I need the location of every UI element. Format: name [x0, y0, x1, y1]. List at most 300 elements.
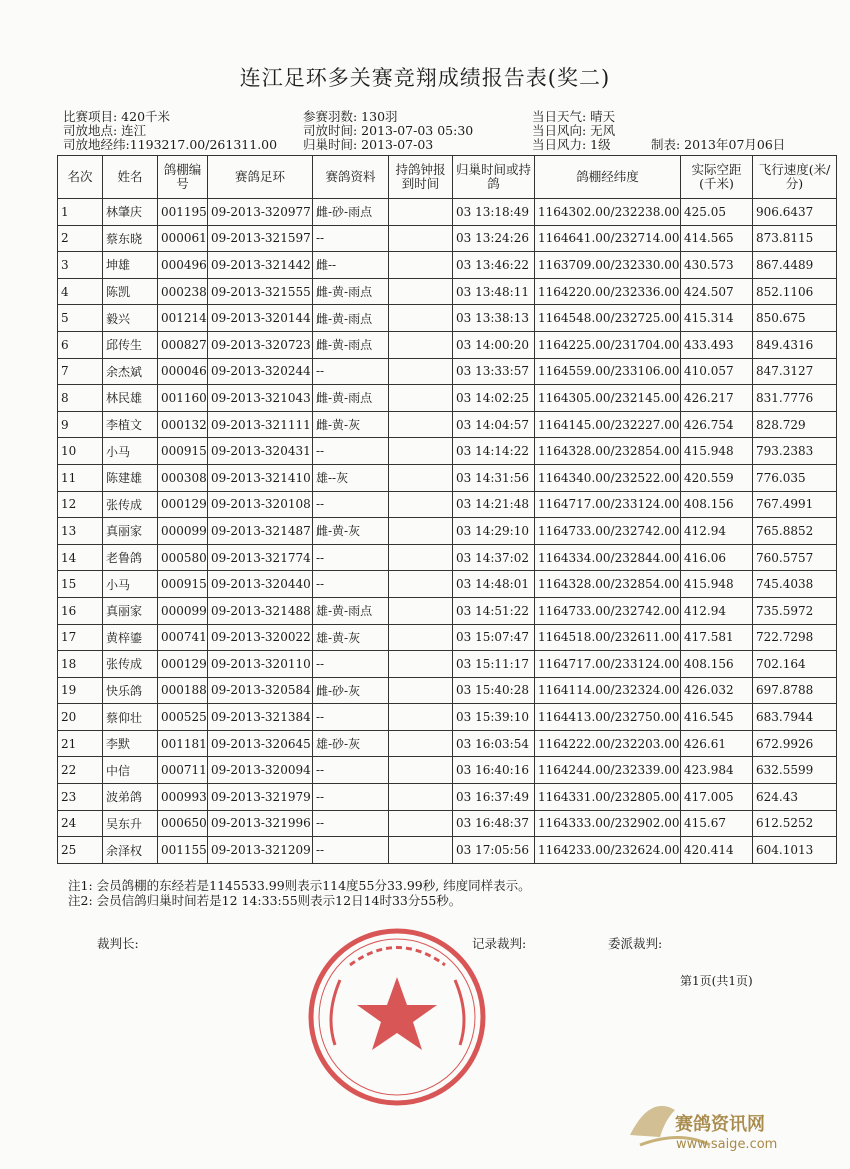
- table-cell: 702.164: [753, 651, 837, 678]
- table-cell: 19: [58, 677, 103, 704]
- table-cell: 850.675: [753, 305, 837, 332]
- table-cell: 420.559: [681, 464, 753, 491]
- table-cell: 873.8115: [753, 225, 837, 252]
- table-cell: 1164413.00/232750.00: [535, 704, 681, 731]
- release-coords: 司放地经纬:1193217.00/261311.00: [63, 137, 278, 152]
- table-cell: [389, 837, 453, 864]
- table-cell: 849.4316: [753, 331, 837, 358]
- table-cell: 1164220.00/232336.00: [535, 278, 681, 305]
- table-cell: 雌-黄-雨点: [313, 278, 389, 305]
- table-cell: 李植文: [103, 411, 158, 438]
- table-cell: 09-2013-320022: [208, 624, 313, 651]
- table-cell: 1: [58, 199, 103, 226]
- delegate-label: 委派裁判:: [608, 936, 663, 951]
- table-cell: 03 15:40:28: [453, 677, 535, 704]
- table-cell: 23: [58, 784, 103, 811]
- wind-direction: 当日风向: 无风: [532, 123, 616, 138]
- table-cell: 24: [58, 810, 103, 837]
- table-cell: 林肇庆: [103, 199, 158, 226]
- table-cell: 433.493: [681, 331, 753, 358]
- table-row: [58, 704, 837, 731]
- table-cell: 415.67: [681, 810, 753, 837]
- note-2: 注2: 会员信鸽归巢时间若是12 14:33:55则表示12日14时33分55秒。: [68, 893, 462, 908]
- table-cell: 760.5757: [753, 544, 837, 571]
- table-cell: 09-2013-321996: [208, 810, 313, 837]
- table-cell: 毅兴: [103, 305, 158, 332]
- table-cell: 000129: [158, 651, 208, 678]
- table-cell: 000046: [158, 358, 208, 385]
- table-cell: 767.4991: [753, 491, 837, 518]
- table-cell: 415.948: [681, 571, 753, 598]
- table-cell: 18: [58, 651, 103, 678]
- table-cell: 001160: [158, 385, 208, 412]
- release-time: 司放时间: 2013-07-03 05:30: [303, 123, 474, 138]
- table-cell: 1164717.00/233124.00: [535, 491, 681, 518]
- table-cell: 415.314: [681, 305, 753, 332]
- table-cell: 1164733.00/232742.00: [535, 518, 681, 545]
- table-cell: 1164114.00/232324.00: [535, 677, 681, 704]
- table-row: [58, 837, 837, 864]
- table-cell: [389, 651, 453, 678]
- table-cell: 414.565: [681, 225, 753, 252]
- table-row: [58, 677, 837, 704]
- table-cell: 001214: [158, 305, 208, 332]
- table-cell: 001155: [158, 837, 208, 864]
- column-header: 名次: [58, 156, 103, 199]
- table-cell: --: [313, 225, 389, 252]
- table-cell: 000741: [158, 624, 208, 651]
- column-header: 姓名: [103, 156, 158, 199]
- table-cell: 09-2013-320431: [208, 438, 313, 465]
- table-cell: [389, 411, 453, 438]
- table-cell: 000711: [158, 757, 208, 784]
- table-cell: 09-2013-320440: [208, 571, 313, 598]
- table-cell: 000580: [158, 544, 208, 571]
- table-cell: 03 14:04:57: [453, 411, 535, 438]
- table-cell: 03 14:14:22: [453, 438, 535, 465]
- table-cell: 632.5599: [753, 757, 837, 784]
- table-cell: 03 14:21:48: [453, 491, 535, 518]
- table-cell: 03 13:33:57: [453, 358, 535, 385]
- table-row: [58, 651, 837, 678]
- wind-force: 当日风力: 1级: [532, 137, 611, 152]
- table-cell: 09-2013-320584: [208, 677, 313, 704]
- table-cell: 430.573: [681, 252, 753, 279]
- table-cell: 1164559.00/233106.00: [535, 358, 681, 385]
- table-cell: 李默: [103, 730, 158, 757]
- table-row: [58, 438, 837, 465]
- table-cell: [389, 704, 453, 731]
- logo-url: www.saige.com: [676, 1137, 778, 1152]
- table-cell: 快乐鸽: [103, 677, 158, 704]
- table-cell: [389, 677, 453, 704]
- table-row: [58, 358, 837, 385]
- table-cell: 03 14:00:20: [453, 331, 535, 358]
- table-cell: 余泽权: [103, 837, 158, 864]
- table-cell: 8: [58, 385, 103, 412]
- table-cell: 11: [58, 464, 103, 491]
- table-cell: 09-2013-320108: [208, 491, 313, 518]
- table-cell: 7: [58, 358, 103, 385]
- table-cell: 1164518.00/232611.00: [535, 624, 681, 651]
- release-place: 司放地点: 连江: [63, 123, 147, 138]
- table-cell: 612.5252: [753, 810, 837, 837]
- table-cell: 雌--: [313, 252, 389, 279]
- table-cell: 001181: [158, 730, 208, 757]
- table-row: [58, 252, 837, 279]
- table-cell: 03 16:37:49: [453, 784, 535, 811]
- table-cell: 683.7944: [753, 704, 837, 731]
- table-cell: 412.94: [681, 597, 753, 624]
- table-row: [58, 411, 837, 438]
- table-cell: 03 14:37:02: [453, 544, 535, 571]
- table-cell: 5: [58, 305, 103, 332]
- table-cell: [389, 464, 453, 491]
- table-cell: 426.032: [681, 677, 753, 704]
- column-header: 赛鸽资料: [313, 156, 389, 199]
- table-row: [58, 730, 837, 757]
- table-cell: 余杰斌: [103, 358, 158, 385]
- table-cell: [389, 305, 453, 332]
- table-cell: 000132: [158, 411, 208, 438]
- table-row: [58, 597, 837, 624]
- table-cell: 21: [58, 730, 103, 757]
- table-cell: 416.545: [681, 704, 753, 731]
- table-cell: 蔡仰壮: [103, 704, 158, 731]
- table-cell: 25: [58, 837, 103, 864]
- table-cell: 09-2013-320094: [208, 757, 313, 784]
- table-cell: 09-2013-320110: [208, 651, 313, 678]
- table-cell: [389, 491, 453, 518]
- table-cell: 03 16:40:16: [453, 757, 535, 784]
- official-seal-icon: [305, 925, 490, 1110]
- table-cell: 09-2013-321442: [208, 252, 313, 279]
- table-cell: 陈凯: [103, 278, 158, 305]
- table-cell: 09-2013-320723: [208, 331, 313, 358]
- table-cell: 邱传生: [103, 331, 158, 358]
- table-cell: [389, 624, 453, 651]
- table-cell: 776.035: [753, 464, 837, 491]
- table-cell: 03 13:18:49: [453, 199, 535, 226]
- table-cell: 03 14:02:25: [453, 385, 535, 412]
- table-cell: 416.06: [681, 544, 753, 571]
- table-cell: 1164548.00/232725.00: [535, 305, 681, 332]
- race-info-left: [63, 110, 277, 152]
- table-cell: 745.4038: [753, 571, 837, 598]
- table-cell: 小马: [103, 438, 158, 465]
- table-cell: 424.507: [681, 278, 753, 305]
- table-cell: 雄-黄-雨点: [313, 597, 389, 624]
- table-cell: [389, 544, 453, 571]
- table-row: [58, 331, 837, 358]
- table-cell: 417.005: [681, 784, 753, 811]
- table-cell: 03 15:07:47: [453, 624, 535, 651]
- entry-count: 参赛羽数: 130羽: [303, 109, 398, 124]
- table-cell: 3: [58, 252, 103, 279]
- table-cell: 16: [58, 597, 103, 624]
- table-cell: 2: [58, 225, 103, 252]
- table-cell: 雄-砂-灰: [313, 730, 389, 757]
- column-header: 鸽棚经纬度: [535, 156, 681, 199]
- table-cell: 1164641.00/232714.00: [535, 225, 681, 252]
- table-cell: 6: [58, 331, 103, 358]
- table-cell: 697.8788: [753, 677, 837, 704]
- table-cell: --: [313, 757, 389, 784]
- table-cell: 雄--灰: [313, 464, 389, 491]
- table-cell: 000915: [158, 571, 208, 598]
- table-cell: 1164302.00/232238.00: [535, 199, 681, 226]
- table-cell: 雌-砂-灰: [313, 677, 389, 704]
- table-cell: 624.43: [753, 784, 837, 811]
- table-cell: 03 14:29:10: [453, 518, 535, 545]
- table-cell: [389, 784, 453, 811]
- table-cell: 1164333.00/232902.00: [535, 810, 681, 837]
- table-cell: [389, 385, 453, 412]
- table-cell: 000129: [158, 491, 208, 518]
- table-cell: 735.5972: [753, 597, 837, 624]
- table-cell: 09-2013-321111: [208, 411, 313, 438]
- table-cell: 828.729: [753, 411, 837, 438]
- table-cell: 000061: [158, 225, 208, 252]
- table-cell: 001195: [158, 199, 208, 226]
- table-cell: 雌-黄-灰: [313, 518, 389, 545]
- table-cell: 中信: [103, 757, 158, 784]
- table-cell: 09-2013-321488: [208, 597, 313, 624]
- race-info-right: [532, 110, 615, 152]
- table-row: [58, 544, 837, 571]
- table-cell: 陈建雄: [103, 464, 158, 491]
- return-time: 归巢时间: 2013-07-03: [303, 137, 434, 152]
- table-cell: 小马: [103, 571, 158, 598]
- table-cell: --: [313, 491, 389, 518]
- table-cell: 12: [58, 491, 103, 518]
- table-cell: 1164244.00/232339.00: [535, 757, 681, 784]
- table-cell: 831.7776: [753, 385, 837, 412]
- table-cell: 真丽家: [103, 518, 158, 545]
- table-cell: 09-2013-321487: [208, 518, 313, 545]
- table-cell: 1164328.00/232854.00: [535, 571, 681, 598]
- table-cell: 1164233.00/232624.00: [535, 837, 681, 864]
- table-cell: [389, 757, 453, 784]
- table-cell: 1164145.00/232227.00: [535, 411, 681, 438]
- table-cell: 722.7298: [753, 624, 837, 651]
- table-cell: 410.057: [681, 358, 753, 385]
- made-date: 制表: 2013年07月06日: [651, 137, 786, 152]
- table-row: [58, 305, 837, 332]
- table-cell: 雄-黄-灰: [313, 624, 389, 651]
- table-cell: 906.6437: [753, 199, 837, 226]
- table-cell: 09-2013-321209: [208, 837, 313, 864]
- table-cell: 20: [58, 704, 103, 731]
- table-cell: 867.4489: [753, 252, 837, 279]
- table-row: [58, 464, 837, 491]
- table-cell: 425.05: [681, 199, 753, 226]
- table-cell: [389, 597, 453, 624]
- page-number: 第1页(共1页): [680, 974, 753, 988]
- table-cell: 000308: [158, 464, 208, 491]
- table-cell: [389, 730, 453, 757]
- recorder-label: 记录裁判:: [472, 936, 527, 951]
- table-cell: 03 16:03:54: [453, 730, 535, 757]
- table-cell: 408.156: [681, 491, 753, 518]
- table-cell: 雌-黄-雨点: [313, 305, 389, 332]
- table-cell: 09-2013-320244: [208, 358, 313, 385]
- table-cell: 426.61: [681, 730, 753, 757]
- table-cell: 1164717.00/233124.00: [535, 651, 681, 678]
- table-cell: 765.8852: [753, 518, 837, 545]
- table-cell: 1164328.00/232854.00: [535, 438, 681, 465]
- table-cell: [389, 571, 453, 598]
- table-cell: 09-2013-321979: [208, 784, 313, 811]
- table-cell: 雌-黄-雨点: [313, 385, 389, 412]
- table-cell: 1164222.00/232203.00: [535, 730, 681, 757]
- table-cell: 03 13:46:22: [453, 252, 535, 279]
- table-cell: --: [313, 571, 389, 598]
- table-cell: 000525: [158, 704, 208, 731]
- table-row: [58, 571, 837, 598]
- table-cell: --: [313, 358, 389, 385]
- table-cell: 1164340.00/232522.00: [535, 464, 681, 491]
- table-cell: 000915: [158, 438, 208, 465]
- table-row: [58, 199, 837, 226]
- results-body: [58, 199, 837, 864]
- table-cell: 000827: [158, 331, 208, 358]
- table-cell: 09-2013-321384: [208, 704, 313, 731]
- table-cell: 420.414: [681, 837, 753, 864]
- table-cell: 03 14:48:01: [453, 571, 535, 598]
- table-cell: 吴东升: [103, 810, 158, 837]
- table-cell: --: [313, 651, 389, 678]
- table-cell: 真丽家: [103, 597, 158, 624]
- table-cell: 672.9926: [753, 730, 837, 757]
- table-cell: 黄梓鎏: [103, 624, 158, 651]
- table-cell: 1164331.00/232805.00: [535, 784, 681, 811]
- note-1: 注1: 会员鸽棚的东经若是1145533.99则表示114度55分33.99秒, 纬度同样表示。: [68, 878, 531, 893]
- table-cell: 坤雄: [103, 252, 158, 279]
- table-cell: 03 14:51:22: [453, 597, 535, 624]
- table-cell: 1164733.00/232742.00: [535, 597, 681, 624]
- table-cell: 03 14:31:56: [453, 464, 535, 491]
- table-cell: 03 13:24:26: [453, 225, 535, 252]
- table-cell: 1164225.00/231704.00: [535, 331, 681, 358]
- table-cell: [389, 358, 453, 385]
- table-cell: 老鲁鸽: [103, 544, 158, 571]
- column-header: 飞行速度(米/分): [753, 156, 837, 199]
- table-cell: 000099: [158, 518, 208, 545]
- table-cell: 09-2013-320144: [208, 305, 313, 332]
- logo-name: 赛鸽资讯网: [675, 1114, 765, 1135]
- table-cell: 03 17:05:56: [453, 837, 535, 864]
- table-cell: 000496: [158, 252, 208, 279]
- table-cell: 1164305.00/232145.00: [535, 385, 681, 412]
- table-row: [58, 757, 837, 784]
- table-cell: 426.217: [681, 385, 753, 412]
- table-cell: 09-2013-321410: [208, 464, 313, 491]
- table-cell: [389, 225, 453, 252]
- table-cell: 09-2013-321774: [208, 544, 313, 571]
- table-cell: 412.94: [681, 518, 753, 545]
- table-cell: 09-2013-321597: [208, 225, 313, 252]
- table-cell: 03 15:39:10: [453, 704, 535, 731]
- table-cell: 9: [58, 411, 103, 438]
- table-cell: 雌-砂-雨点: [313, 199, 389, 226]
- weather: 当日天气: 晴天: [532, 109, 616, 124]
- table-cell: --: [313, 544, 389, 571]
- table-row: [58, 385, 837, 412]
- table-row: [58, 491, 837, 518]
- table-row: [58, 784, 837, 811]
- table-cell: 03 13:48:11: [453, 278, 535, 305]
- table-cell: 03 15:11:17: [453, 651, 535, 678]
- header-row: [58, 156, 837, 199]
- table-cell: --: [313, 784, 389, 811]
- table-cell: 张传成: [103, 491, 158, 518]
- table-cell: 03 13:38:13: [453, 305, 535, 332]
- table-cell: [389, 331, 453, 358]
- race-info-middle: [303, 110, 473, 152]
- table-row: [58, 278, 837, 305]
- table-cell: [389, 438, 453, 465]
- table-cell: 000993: [158, 784, 208, 811]
- table-row: [58, 810, 837, 837]
- table-row: [58, 624, 837, 651]
- table-cell: 423.984: [681, 757, 753, 784]
- table-cell: 408.156: [681, 651, 753, 678]
- table-cell: 09-2013-320977: [208, 199, 313, 226]
- table-cell: 雌-黄-雨点: [313, 331, 389, 358]
- table-cell: 1164334.00/232844.00: [535, 544, 681, 571]
- table-cell: 000099: [158, 597, 208, 624]
- table-cell: 17: [58, 624, 103, 651]
- notes: [68, 878, 531, 908]
- table-cell: 15: [58, 571, 103, 598]
- table-cell: 847.3127: [753, 358, 837, 385]
- column-header: 持鸽钟报到时间: [389, 156, 453, 199]
- results-table: [57, 155, 837, 864]
- table-cell: --: [313, 438, 389, 465]
- table-cell: --: [313, 810, 389, 837]
- table-cell: 793.2383: [753, 438, 837, 465]
- table-cell: [389, 810, 453, 837]
- table-cell: [389, 278, 453, 305]
- table-cell: 417.581: [681, 624, 753, 651]
- table-cell: 波弟鸽: [103, 784, 158, 811]
- table-cell: 000188: [158, 677, 208, 704]
- page-title: 连江足环多关赛竞翔成绩报告表(奖二): [239, 66, 611, 90]
- table-cell: 09-2013-320645: [208, 730, 313, 757]
- race-item: 比赛项目: 420千米: [63, 109, 171, 124]
- table-row: [58, 518, 837, 545]
- table-cell: --: [313, 704, 389, 731]
- table-cell: 415.948: [681, 438, 753, 465]
- table-cell: --: [313, 837, 389, 864]
- table-cell: 000238: [158, 278, 208, 305]
- column-header: 归巢时间或持鸽: [453, 156, 535, 199]
- referee-label: 裁判长:: [97, 936, 139, 951]
- table-cell: [389, 252, 453, 279]
- table-cell: 09-2013-321555: [208, 278, 313, 305]
- table-cell: 03 16:48:37: [453, 810, 535, 837]
- table-cell: 09-2013-321043: [208, 385, 313, 412]
- table-row: [58, 225, 837, 252]
- table-cell: 雌-黄-灰: [313, 411, 389, 438]
- column-header: 鸽棚编号: [158, 156, 208, 199]
- table-cell: 10: [58, 438, 103, 465]
- table-cell: 852.1106: [753, 278, 837, 305]
- table-cell: 426.754: [681, 411, 753, 438]
- table-cell: 13: [58, 518, 103, 545]
- table-cell: 1163709.00/232330.00: [535, 252, 681, 279]
